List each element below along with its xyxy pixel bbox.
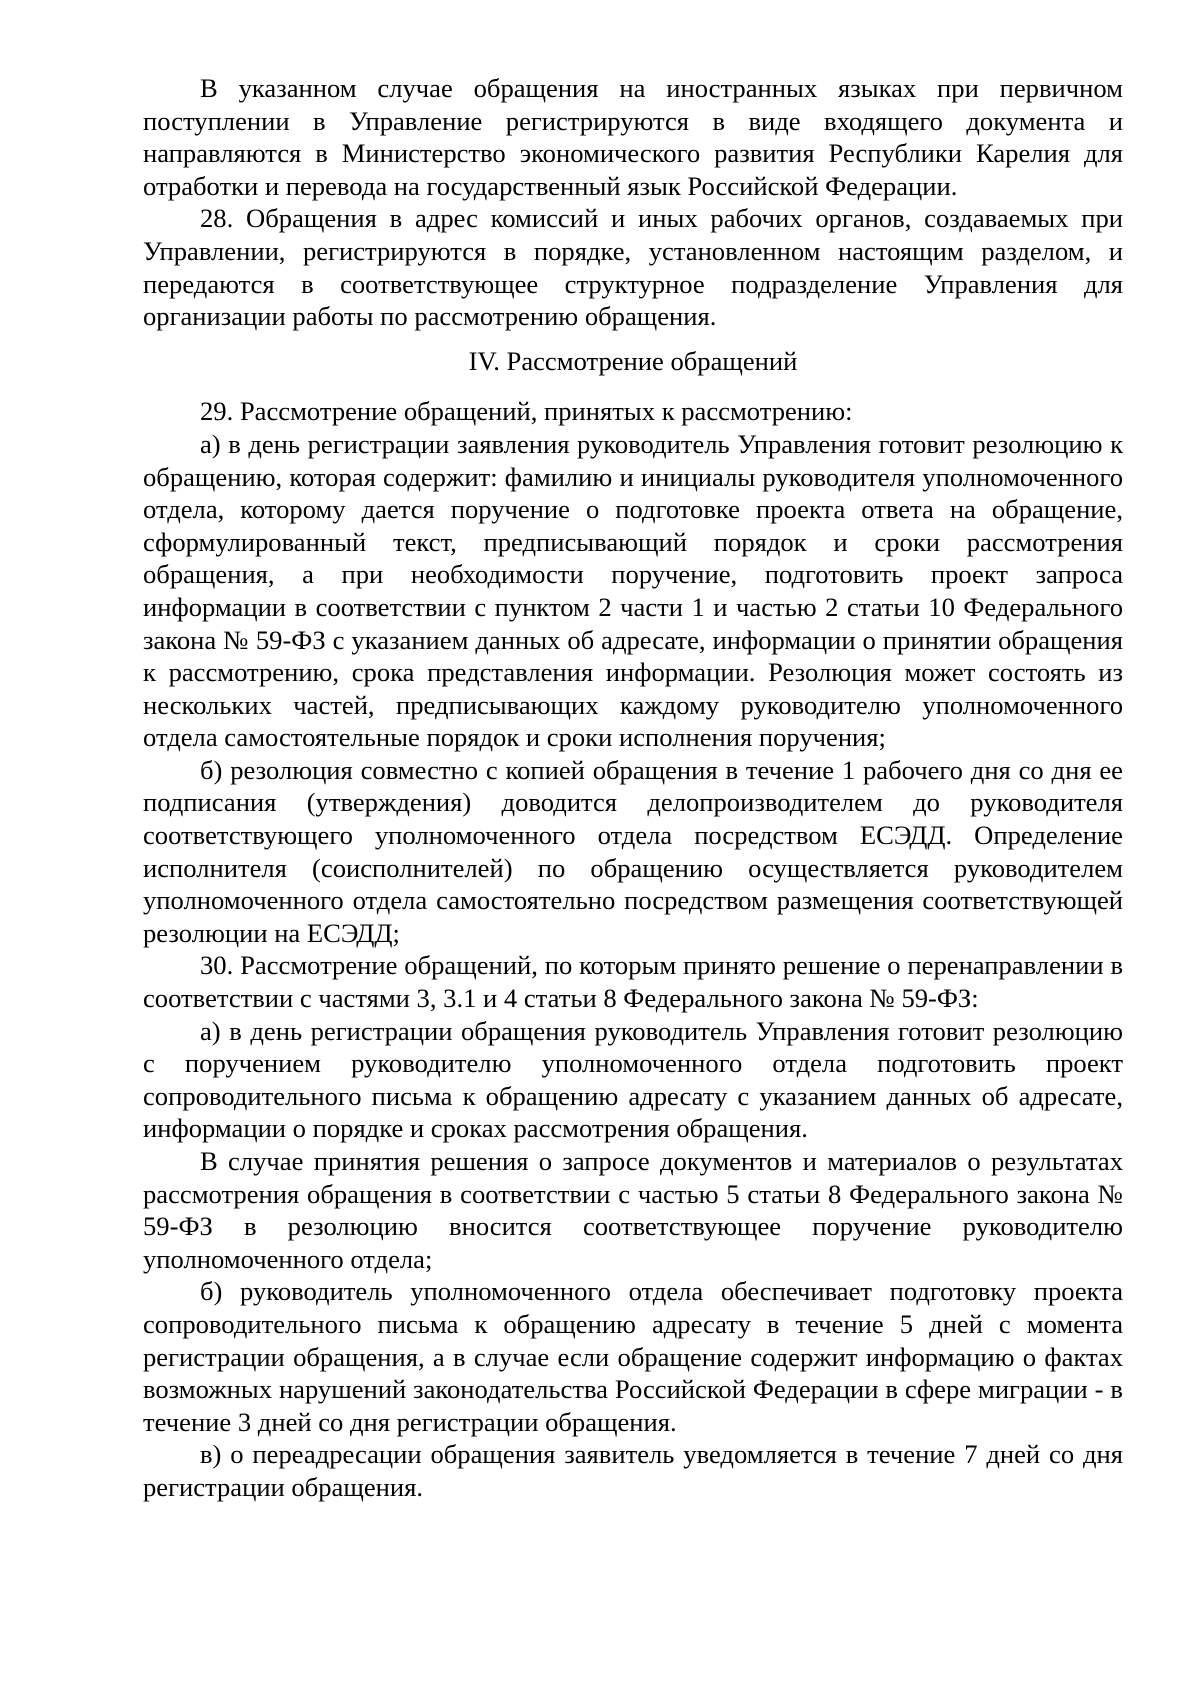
paragraph-28: 28. Обращения в адрес комиссий и иных рабочих органов, создаваемых при Управлении, регистрируются в порядке, установленном настоящим разделом, и передаются в соответствующее структурное подразделение Управления для организации работы по рассмотрению обращения. — [143, 203, 1123, 332]
paragraph-30: 30. Рассмотрение обращений, по которым принято решение о перенаправлении в соответствии с частями 3, 3.1 и 4 статьи 8 Федерального закона № 59-ФЗ: — [143, 950, 1123, 1014]
paragraph-29-b: б) резолюция совместно с копией обращения в течение 1 рабочего дня со дня ее подписания (утверждения) доводится делопроизводителем до руководителя соответствующего уполномоченного отдела посредством ЕСЭДД. Определение исполнителя (соисполнителей) по обращению осуществляется руководителем уполномоченного отдела самостоятельно посредством размещения соответствующей резолюции на ЕСЭДД; — [143, 754, 1123, 948]
paragraph-30-c: в) о переадресации обращения заявитель уведомляется в течение 7 дней со дня регистрации обращения. — [143, 1439, 1123, 1502]
paragraph-30-a: а) в день регистрации обращения руководитель Управления готовит резолюцию с поручением руководителю уполномоченного отдела подготовить проект сопроводительного письма к обращению адресату с указанием данных об адресате, информации о порядке и сроках рассмотрения обращения. — [143, 1015, 1123, 1144]
paragraph-30-b: б) руководитель уполномоченного отдела обеспечивает подготовку проекта сопроводительного письма к обращению адресату в течение 5 дней с момента регистрации обращения, а в случае если обращение содержит информацию о фактах возможных нарушений законодательства Российской Федерации в сфере миграции - в течение 3 дней со дня регистрации обращения. — [143, 1276, 1123, 1437]
document-body — [143, 72, 1123, 1504]
paragraph-documents-request: В случае принятия решения о запросе документов и материалов о результатах рассмотрения обращения в соответствии с частью 5 статьи 8 Федерального закона № 59-ФЗ в резолюцию вносится соответствующее поручение руководителю уполномоченного отдела; — [143, 1146, 1123, 1274]
paragraph-foreign-language-appeals: В указанном случае обращения на иностранных языках при первичном поступлении в Управление регистрируются в виде входящего документа и направляются в Министерство экономического развития Республики Карелия для отработки и перевода на государственный язык Российской Федерации. — [143, 73, 1123, 201]
section-heading: IV. Рассмотрение обращений — [468, 345, 798, 376]
paragraph-29: 29. Рассмотрение обращений, принятых к рассмотрению: — [200, 396, 853, 427]
paragraph-29-a: а) в день регистрации заявления руководитель Управления готовит резолюцию к обращению, которая содержит: фамилию и инициалы руководителя уполномоченного отдела, которому дается поручение о подготовке проекта ответа на обращение, сформулированный текст, предписывающий порядок и сроки рассмотрения обращения, а при необходимости поручение, подготовить проект запроса информации в соответствии с пунктом 2 части 1 и частью 2 статьи 10 Федерального закона № 59-ФЗ с указанием данных об адресате, информации о принятии обращения к рассмотрению, срока представления информации. Резолюция может состоять из нескольких частей, предписывающих каждому руководителю уполномоченного отдела самостоятельные порядок и сроки исполнения поручения; — [143, 428, 1123, 753]
